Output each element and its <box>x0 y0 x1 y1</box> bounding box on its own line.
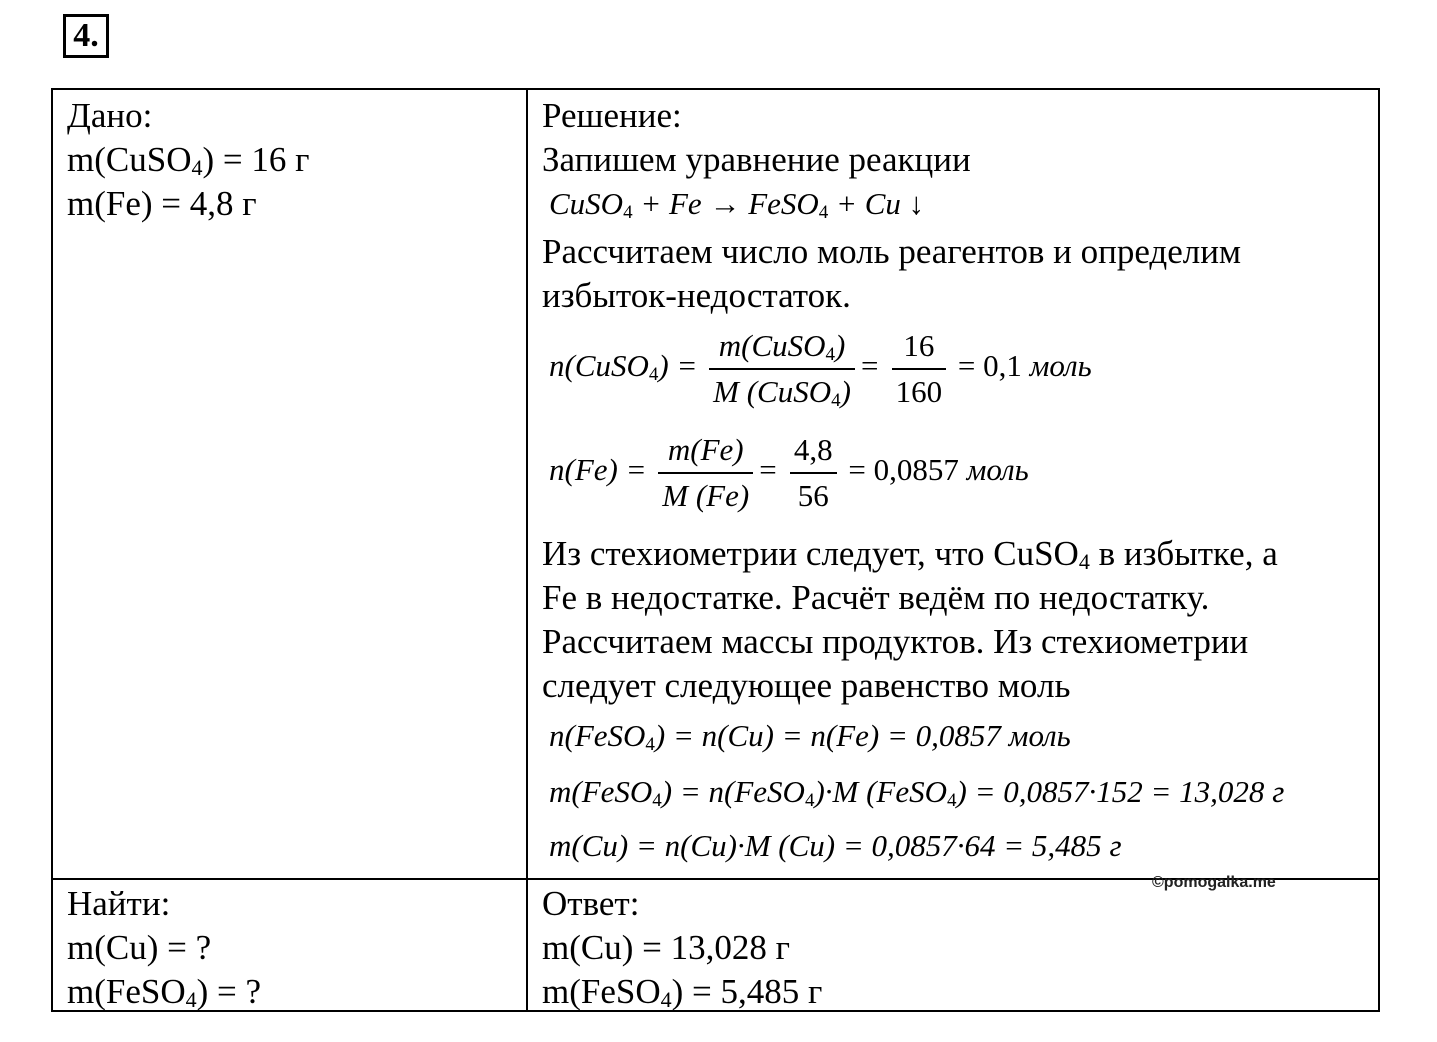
equation-moles: n(FeSO$_4$) = n(Cu) = n(Fe) = 0,0857 моль <box>549 718 1071 755</box>
find-cell <box>67 882 261 1014</box>
solution-text: следует следующее равенство моль <box>542 666 1071 705</box>
answer-cell <box>542 882 822 1014</box>
given-line: m(CuSO$_4$) = 16 г <box>67 140 310 180</box>
solution-cell <box>542 94 1374 876</box>
column-divider <box>526 90 528 1010</box>
find-line: m(Cu) = ? <box>67 928 212 967</box>
equation-n-cuso4: n(CuSO$_4$) = $\frac{m(CuSO_4)}{M (CuSO_4)}$ = $\frac{16}{160}$ = 0,1 моль <box>549 328 1092 411</box>
solution-text: избыток-недостаток. <box>542 276 851 315</box>
given-header: Дано: <box>67 96 153 135</box>
equation-n-fe: n(Fe) = $\frac{m(Fe)}{M (Fe)}$ = $\frac{4,8}{56}$ = 0,0857 моль <box>542 428 1374 532</box>
fraction: $\frac{16}{160}$ <box>892 326 947 412</box>
solution-text: Из стехиометрии следует, что CuSO$_4$ в избытке, а <box>542 534 1278 574</box>
answer-line: m(Cu) = 13,028 г <box>542 928 790 967</box>
fraction: $\frac{m(CuSO_4)}{M (CuSO_4)}$ <box>709 326 855 412</box>
equation-m-feso4: m(FeSO$_4$) = n(FeSO$_4$)·M (FeSO$_4$) = 0,0857·152 = 13,028 г <box>549 774 1285 811</box>
given-line: m(Fe) = 4,8 г <box>67 184 257 223</box>
find-line: m(FeSO$_4$) = ? <box>67 972 262 1012</box>
given-cell <box>67 94 309 226</box>
find-header: Найти: <box>67 884 171 923</box>
solution-header: Решение: <box>542 96 682 135</box>
solution-text: Рассчитаем массы продуктов. Из стехиометрии <box>542 622 1249 661</box>
watermark: ©pomogalka.me <box>1152 874 1276 891</box>
fraction: $\frac{4,8}{56}$ <box>790 430 837 516</box>
solution-intro: Запишем уравнение реакции <box>542 140 971 179</box>
solution-text: Fe в недостатке. Расчёт ведём по недостатку. <box>542 578 1210 617</box>
solution-text: Рассчитаем число моль реагентов и определим <box>542 232 1242 271</box>
reaction-equation: CuSO$_4$ + Fe → FeSO$_4$ + Cu ↓ <box>549 186 925 223</box>
answer-header: Ответ: <box>542 884 640 923</box>
task-number: 4. <box>63 14 109 58</box>
fraction: $\frac{m(Fe)}{M (Fe)}$ <box>658 430 753 516</box>
equation-m-cu: m(Cu) = n(Cu)·M (Cu) = 0,0857·64 = 5,485 г <box>549 828 1122 863</box>
answer-line: m(FeSO$_4$) = 5,485 г <box>542 972 823 1012</box>
